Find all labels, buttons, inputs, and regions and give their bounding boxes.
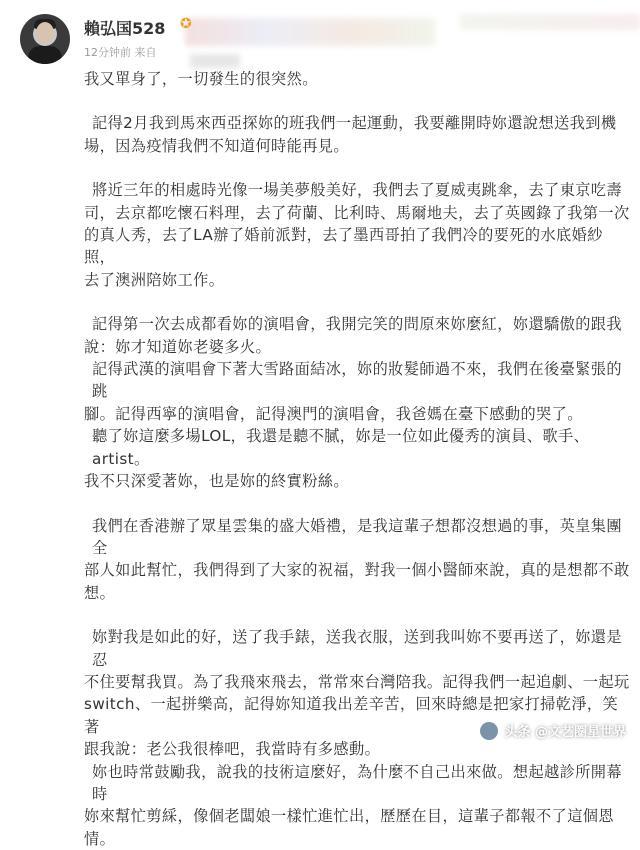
post-text-line: 的真人秀，去了LA辦了婚前派對，去了墨西哥拍了我們冷的要死的水底婚紗照，: [84, 226, 603, 267]
post-meta: 12分钟前 来自: [84, 46, 157, 59]
post-text-line: 我不只深愛著妳，也是妳的終實粉絲。: [84, 472, 349, 491]
paragraph-gap: [84, 493, 630, 515]
paragraph-gap: [84, 157, 630, 179]
post-text-line: 記得2月我到馬來西亞探妳的班我們一起運動，我要離開時妳還說想送我到機: [92, 114, 617, 133]
post-text-line: 聽了妳這麼多場LOL，我還是聽不膩，妳是一位如此優秀的演員、歌手、artist。: [92, 427, 590, 468]
paragraph-gap: [84, 604, 630, 626]
post-text-line: 記得武漢的演唱會下著大雪路面結冰，妳的妝髮師過不來，我們在後臺緊張的跳: [92, 360, 622, 401]
post-text-line: 將近三年的相處時光像一場美夢般美好，我們去了夏威夷跳傘，去了東京吃壽: [92, 181, 622, 200]
watermark-avatar-icon: [480, 722, 498, 740]
post-text-line: 情。: [84, 829, 116, 848]
blurred-region: [460, 14, 640, 30]
avatar[interactable]: [20, 14, 70, 64]
post-text-line: 妳來幫忙剪綵，像個老闆娘一樣忙進忙出，歷歷在目，這輩子都報不了這個恩: [84, 807, 614, 826]
post-text-line: 司，去京都吃懷石料理，去了荷蘭、比利時、馬爾地夫，去了英國錄了我第一次: [84, 203, 630, 222]
post-text-line: 部人如此幫忙，我們得到了大家的祝福，對我一個小醫師來說，真的是想都不敢: [84, 561, 630, 580]
post-header: [20, 14, 620, 64]
watermark: [480, 721, 626, 740]
username[interactable]: 賴弘国528: [84, 19, 166, 38]
post-text-line: switch、一起拼樂高，記得妳知道我出差辛苦，回來時總是把家打掃乾淨，笑著: [84, 695, 619, 736]
post-text-line: 想。: [84, 583, 116, 602]
post-text-line: 去了澳洲陪妳工作。: [84, 270, 225, 289]
watermark-text: 头条 @文艺圈星世界: [504, 725, 626, 740]
post-text-line: 妳對我是如此的好，送了我手錶，送我衣服，送到我叫妳不要再送了，妳還是忍: [92, 628, 622, 669]
post-text-line: 我們在香港辦了眾星雲集的盛大婚禮，是我這輩子想都沒想過的事，英皇集團全: [92, 516, 622, 557]
blurred-source: [190, 54, 240, 68]
post-text-line: 說：妳才知道妳老婆多火。: [84, 337, 272, 356]
post-text-line: 跟我說：老公我很棒吧，我當時有多感動。: [84, 740, 381, 759]
post-text-line: 我又單身了，一切發生的很突然。: [84, 70, 318, 88]
paragraph-gap: [84, 90, 630, 112]
post-text-line: 記得第一次去成都看妳的演唱會，我開完笑的問原來妳麼紅，妳還驕傲的跟我: [92, 315, 622, 334]
sparkle-badge-icon: ✪: [180, 16, 192, 32]
post-text-line: 妳也時常鼓勵我，說我的技術這麼好，為什麼不自己出來做。想起越診所開幕時: [92, 762, 622, 803]
post-text-line: 場，因為疫情我們不知道何時能再見。: [84, 136, 349, 155]
paragraph-gap: [84, 291, 630, 313]
post-text-line: 不住要幫我買。為了我飛來飛去，常常來台灣陪我。記得我們一起追劇、一起玩: [84, 672, 630, 691]
post-text-line: 腳。記得西寧的演唱會，記得澳門的演唱會，我爸媽在臺下感動的哭了。: [84, 404, 583, 423]
blurred-region: [185, 18, 435, 46]
